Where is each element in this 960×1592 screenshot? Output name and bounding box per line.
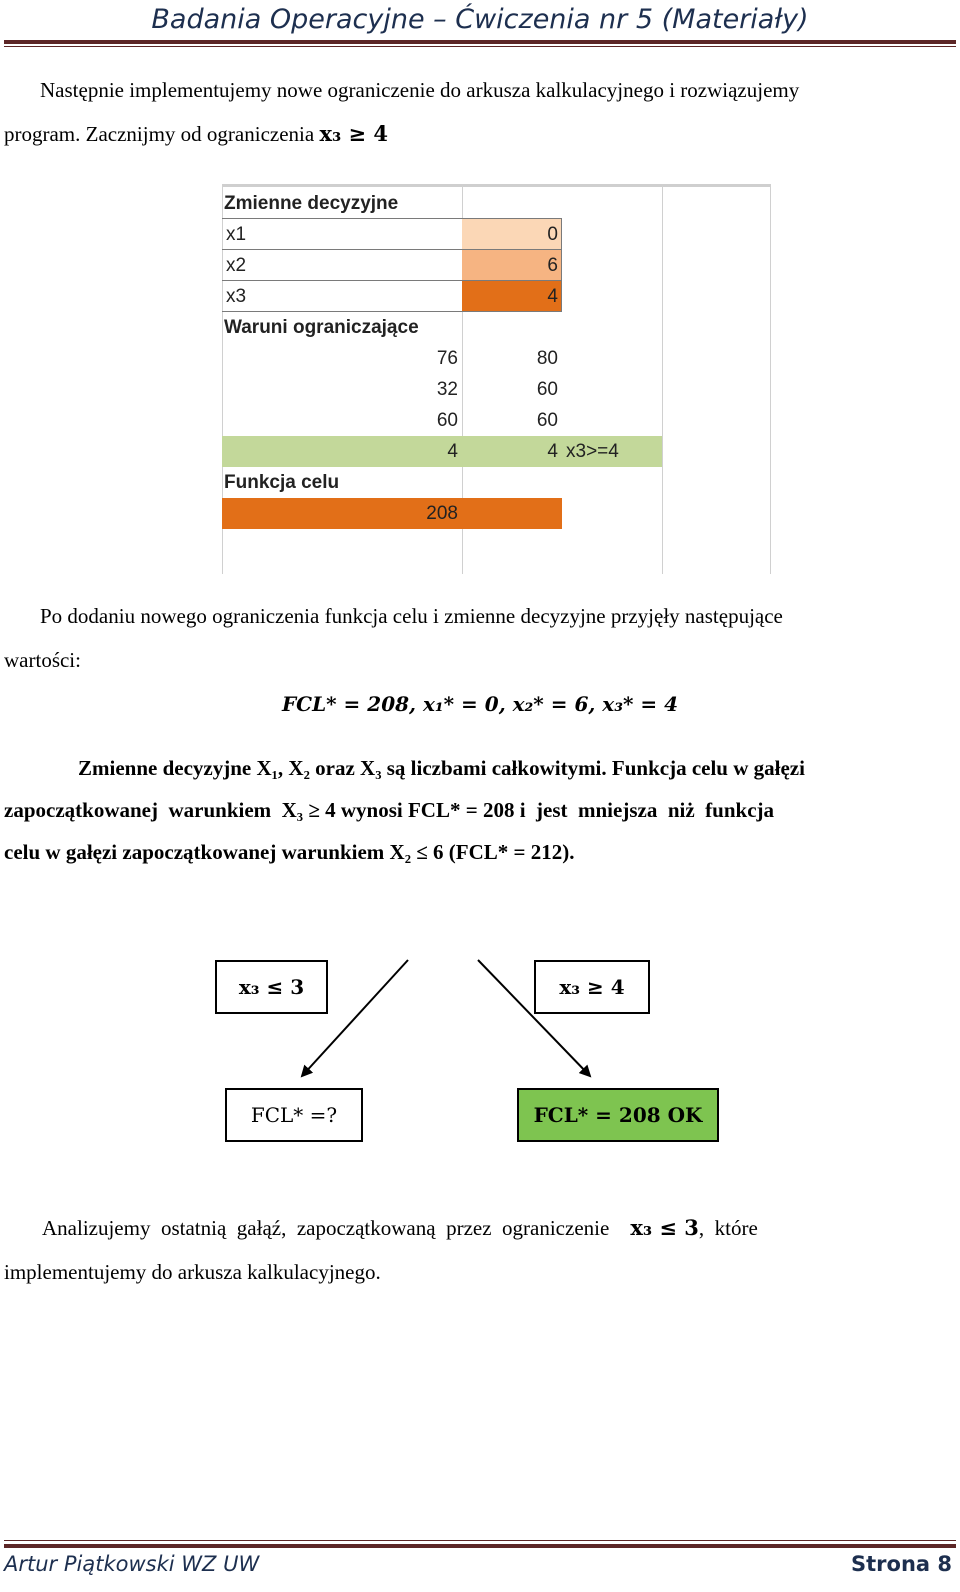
result-line-2: wartości: <box>4 648 81 672</box>
var-value: 6 <box>547 255 558 276</box>
intro-line-2 <box>4 112 388 156</box>
footer-rule <box>4 1544 956 1548</box>
final-line-1 <box>42 1206 954 1250</box>
constraint-rhs: 60 <box>536 410 558 431</box>
constraint-rhs: 60 <box>536 379 558 400</box>
header-rule-thin <box>4 46 956 47</box>
result-line-1: Po dodaniu nowego ograniczenia funkcja celu i zmienne decyzyjne przyjęły następujące <box>40 604 783 628</box>
intro-line-2-text: program. Zacznijmy od ograniczenia <box>4 122 315 146</box>
bold-para-line-1: Zmienne decyzyjne X₁, X₂ oraz X₃ są liczbami całkowitymi. Funkcja celu w gałęzi <box>78 756 805 780</box>
branch-box-right: x₃ ≥ 4 <box>534 960 650 1014</box>
constraint-note: x3>=4 <box>566 441 619 462</box>
intro-math: x₃ ≥ 4 <box>319 121 389 146</box>
result-box-right: FCL* = 208 OK <box>517 1088 719 1142</box>
header-rule <box>4 40 956 44</box>
objective-value: 208 <box>426 503 458 524</box>
var-name: x2 <box>226 255 247 276</box>
gridline <box>662 184 663 574</box>
footer-page-number: Strona 8 <box>851 1552 952 1576</box>
sheet-top-edge <box>222 184 770 187</box>
section-objective-label: Funkcja celu <box>224 472 340 493</box>
var-value: 0 <box>547 224 558 245</box>
footer-author: Artur Piątkowski WZ UW <box>4 1552 260 1576</box>
intro-line-1: Następnie implementujemy nowe ograniczenie do arkusza kalkulacyjnego i rozwiązujemy <box>40 78 800 102</box>
page-title: Badania Operacyjne – Ćwiczenia nr 5 (Materiały) <box>151 4 809 35</box>
constraint-lhs: 76 <box>436 348 458 369</box>
var-value: 4 <box>547 286 558 307</box>
var-name: x3 <box>226 286 247 307</box>
final-line-1-tail: , które <box>698 1216 758 1240</box>
constraint-rhs: 80 <box>536 348 558 369</box>
var-name: x1 <box>226 224 247 245</box>
constraint-rhs: 4 <box>547 441 558 462</box>
branch-diagram <box>0 940 960 1180</box>
final-line-2: implementujemy do arkusza kalkulacyjnego. <box>4 1260 381 1284</box>
row-border <box>561 218 562 312</box>
footer-rule-thin <box>4 1540 956 1541</box>
spreadsheet <box>222 184 772 574</box>
bold-para-line-2: zapoczątkowanej warunkiem X₃ ≥ 4 wynosi FCL* = 208 i jest mniejsza niż funkcja <box>4 798 775 822</box>
section-vars-label: Zmienne decyzyjne <box>224 193 399 214</box>
bold-para-line-3: celu w gałęzi zapoczątkowanej warunkiem X₂ ≤ 6 (FCL* = 212). <box>4 840 575 864</box>
final-math: x₃ ≤ 3 <box>630 1215 699 1240</box>
constraint-lhs: 32 <box>436 379 458 400</box>
result-formula: FCL* = 208, x₁* = 0, x₂* = 6, x₃* = 4 <box>281 692 679 716</box>
result-box-left: FCL* =? <box>225 1088 363 1142</box>
constraint-lhs: 60 <box>436 410 458 431</box>
gridline <box>770 184 771 574</box>
constraint-lhs: 4 <box>447 441 458 462</box>
section-constraints-label: Waruni ograniczające <box>224 317 419 338</box>
final-line-1-text: Analizujemy ostatnią gałąź, zapoczątkowaną przez ograniczenie <box>42 1216 610 1240</box>
branch-box-left: x₃ ≤ 3 <box>215 960 328 1014</box>
